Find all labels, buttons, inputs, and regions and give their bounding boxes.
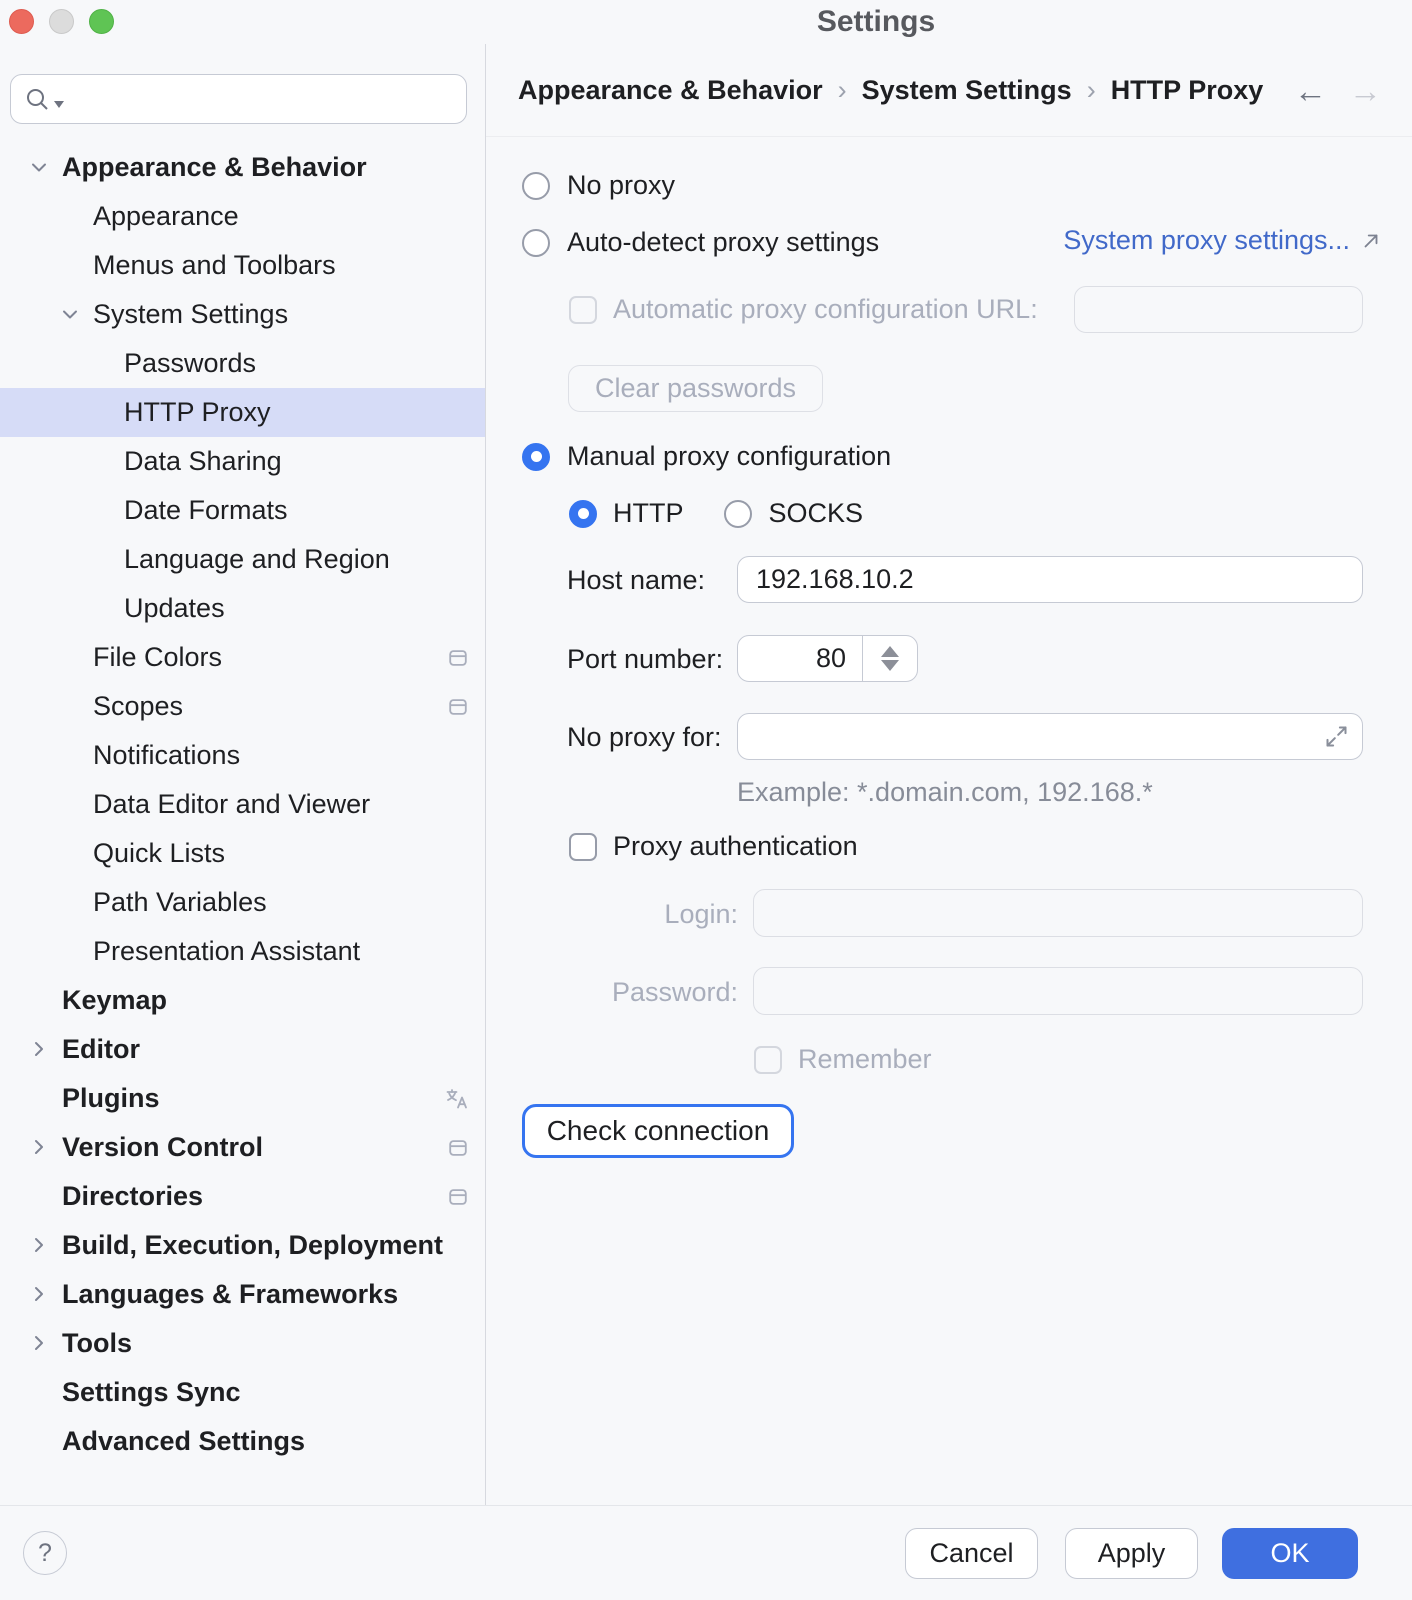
ok-label: OK: [1270, 1538, 1310, 1568]
search-icon: [24, 86, 51, 113]
sidebar-item-label: System Settings: [93, 299, 289, 329]
sidebar-item-passwords[interactable]: [0, 339, 486, 388]
sidebar-item-label: Version Control: [62, 1132, 264, 1162]
sidebar-item-data-editor-and-viewer[interactable]: [0, 780, 486, 829]
chevron-right-icon[interactable]: [27, 1282, 51, 1306]
settings-tree: [0, 143, 486, 1466]
proxy-auth-checkbox[interactable]: [569, 833, 597, 861]
sidebar-item-system-settings[interactable]: [0, 290, 486, 339]
sidebar-item-label: Advanced Settings: [62, 1426, 306, 1456]
zoom-window-button[interactable]: [89, 9, 114, 34]
ok-button[interactable]: [1222, 1528, 1358, 1579]
breadcrumb-separator: ›: [1086, 74, 1096, 105]
chevron-down-icon[interactable]: [58, 302, 82, 326]
no-proxy-for-wrap: [737, 713, 1363, 760]
sidebar-item-label: Menus and Toolbars: [93, 250, 336, 280]
auto-config-url-checkbox: [569, 296, 597, 324]
sidebar-item-label: Quick Lists: [93, 838, 226, 868]
breadcrumb-separator: ›: [837, 74, 847, 105]
sidebar-item-label: Data Sharing: [124, 446, 282, 476]
check-connection-label: Check connection: [546, 1115, 770, 1146]
socks-label: SOCKS: [768, 498, 864, 528]
sidebar-item-label: File Colors: [93, 642, 223, 672]
sidebar-item-plugins[interactable]: [0, 1074, 486, 1123]
sidebar-item-label: Notifications: [93, 740, 241, 770]
project-icon: [447, 1137, 469, 1159]
proxy-auth-label: Proxy authentication: [613, 831, 858, 861]
sidebar-item-editor[interactable]: [0, 1025, 486, 1074]
manual-proxy-option[interactable]: [522, 441, 891, 472]
apply-label: Apply: [1097, 1538, 1166, 1568]
sidebar-item-label: Directories: [62, 1181, 204, 1211]
sidebar-item-http-proxy[interactable]: [0, 388, 486, 437]
no-proxy-for-hint: Example: *.domain.com, 192.168.*: [737, 777, 1153, 807]
remember-label: Remember: [798, 1044, 932, 1074]
sidebar-item-path-variables[interactable]: [0, 878, 486, 927]
sidebar-item-label: Presentation Assistant: [93, 936, 361, 966]
apply-button[interactable]: [1065, 1528, 1198, 1579]
dialog-footer: [0, 1505, 1412, 1600]
no-proxy-label: No proxy: [567, 170, 676, 200]
sidebar-item-label: Language and Region: [124, 544, 390, 574]
chevron-down-icon[interactable]: [27, 155, 51, 179]
auto-config-url-label: Automatic proxy configuration URL:: [613, 294, 1038, 324]
auto-detect-radio[interactable]: [522, 229, 550, 257]
close-window-button[interactable]: [9, 9, 34, 34]
cancel-label: Cancel: [929, 1538, 1014, 1568]
back-icon[interactable]: ←: [1294, 71, 1327, 109]
remember-checkbox: [754, 1046, 782, 1074]
chevron-right-icon[interactable]: [27, 1135, 51, 1159]
sidebar-item-advanced-settings[interactable]: [0, 1417, 486, 1466]
help-glyph: ?: [38, 1538, 52, 1567]
sidebar-item-label: Data Editor and Viewer: [93, 789, 371, 819]
cancel-button[interactable]: [905, 1528, 1038, 1579]
port-number-label: Port number:: [567, 644, 724, 674]
sidebar-item-label: Tools: [62, 1328, 132, 1358]
no-proxy-option[interactable]: [522, 170, 675, 201]
sidebar-item-label: Plugins: [62, 1083, 160, 1113]
http-label: HTTP: [613, 498, 684, 528]
sidebar-item-presentation-assistant[interactable]: [0, 927, 486, 976]
sidebar-item-label: Settings Sync: [62, 1377, 241, 1407]
breadcrumb-item-appearance-behavior[interactable]: Appearance & Behavior: [518, 74, 823, 105]
chevron-right-icon[interactable]: [27, 1037, 51, 1061]
minimize-window-button: [49, 9, 74, 34]
proxy-auth-option[interactable]: [569, 831, 858, 862]
no-proxy-for-label: No proxy for:: [567, 722, 722, 752]
login-label: Login:: [664, 899, 738, 929]
auto-detect-option[interactable]: [522, 227, 879, 258]
sidebar-item-appearance-behavior[interactable]: [0, 143, 486, 192]
auto-config-url-option: [569, 294, 1038, 325]
history-nav: [1294, 71, 1382, 109]
forward-icon: →: [1349, 71, 1382, 109]
host-name-label: Host name:: [567, 565, 706, 595]
stepper-up-icon[interactable]: [881, 646, 899, 657]
sidebar-item-settings-sync[interactable]: [0, 1368, 486, 1417]
http-proxy-form: [486, 137, 1412, 1505]
clear-passwords-button: [568, 365, 823, 412]
sidebar-item-label: Scopes: [93, 691, 184, 721]
sidebar-item-version-control[interactable]: [0, 1123, 486, 1172]
password-field: [753, 967, 1363, 1015]
project-icon: [447, 1186, 469, 1208]
chevron-right-icon[interactable]: [27, 1331, 51, 1355]
socks-radio[interactable]: [724, 500, 752, 528]
sidebar-item-updates[interactable]: [0, 584, 486, 633]
settings-detail-panel: [485, 44, 1412, 1505]
system-proxy-settings-link[interactable]: [1063, 225, 1382, 256]
http-radio[interactable]: [569, 500, 597, 528]
protocol-options: [569, 498, 863, 529]
sidebar-item-label: Build, Execution, Deployment: [62, 1230, 444, 1260]
settings-search-input[interactable]: [10, 74, 467, 124]
sidebar-item-directories[interactable]: [0, 1172, 486, 1221]
sidebar-item-notifications[interactable]: [0, 731, 486, 780]
sidebar-item-keymap[interactable]: [0, 976, 486, 1025]
sidebar-item-menus-and-toolbars[interactable]: [0, 241, 486, 290]
sidebar-item-label: Updates: [124, 593, 225, 623]
password-label: Password:: [611, 977, 738, 1007]
auto-detect-label: Auto-detect proxy settings: [567, 227, 880, 257]
sidebar-item-label: Appearance: [93, 201, 239, 231]
manual-proxy-radio[interactable]: [522, 443, 550, 471]
port-number-stepper[interactable]: [737, 635, 918, 682]
clear-passwords-label: Clear passwords: [594, 373, 797, 403]
external-link-icon: [1360, 230, 1382, 252]
titlebar: [0, 0, 1412, 44]
sidebar-item-date-formats[interactable]: [0, 486, 486, 535]
sidebar-item-label: Appearance & Behavior: [62, 152, 367, 182]
sidebar-item-tools[interactable]: [0, 1319, 486, 1368]
port-stepper-buttons[interactable]: [862, 636, 917, 681]
manual-proxy-label: Manual proxy configuration: [567, 441, 892, 471]
remember-option: [754, 1044, 932, 1075]
check-connection-button[interactable]: [522, 1104, 794, 1158]
breadcrumb: [486, 44, 1412, 137]
project-icon: [447, 696, 469, 718]
sidebar-item-appearance[interactable]: [0, 192, 486, 241]
sidebar-item-label: HTTP Proxy: [124, 397, 271, 427]
auto-config-url-field: [1074, 286, 1363, 333]
chevron-right-icon[interactable]: [27, 1233, 51, 1257]
project-icon: [447, 647, 469, 669]
sidebar-item-file-colors[interactable]: [0, 633, 486, 682]
no-proxy-for-field[interactable]: [737, 713, 1363, 760]
sidebar-item-data-sharing[interactable]: [0, 437, 486, 486]
sidebar-item-label: Passwords: [124, 348, 257, 378]
sidebar-item-build-execution-deployment[interactable]: [0, 1221, 486, 1270]
sidebar-item-quick-lists[interactable]: [0, 829, 486, 878]
help-icon[interactable]: [23, 1531, 67, 1575]
sidebar-item-scopes[interactable]: [0, 682, 486, 731]
sidebar-item-languages-frameworks[interactable]: [0, 1270, 486, 1319]
sidebar-item-label: Languages & Frameworks: [62, 1279, 399, 1309]
breadcrumb-item-system-settings[interactable]: System Settings: [861, 74, 1072, 105]
system-proxy-settings-link-label[interactable]: System proxy settings...: [1063, 225, 1350, 255]
expand-field-icon[interactable]: [1323, 723, 1350, 750]
sidebar-item-label: Date Formats: [124, 495, 288, 525]
no-proxy-radio[interactable]: [522, 172, 550, 200]
settings-sidebar: [0, 44, 486, 1505]
login-field: [753, 889, 1363, 937]
search-filter-caret-icon[interactable]: [54, 101, 64, 108]
sidebar-item-label: Keymap: [62, 985, 168, 1015]
sidebar-item-label: Path Variables: [93, 887, 267, 917]
host-name-field[interactable]: [737, 556, 1363, 603]
window-title: Settings: [816, 5, 936, 38]
breadcrumb-item-http-proxy[interactable]: HTTP Proxy: [1110, 74, 1264, 105]
sidebar-item-language-and-region[interactable]: [0, 535, 486, 584]
stepper-down-icon[interactable]: [881, 660, 899, 671]
translate-icon: [445, 1087, 469, 1111]
port-number-field[interactable]: [738, 636, 862, 681]
sidebar-item-label: Editor: [62, 1034, 140, 1064]
